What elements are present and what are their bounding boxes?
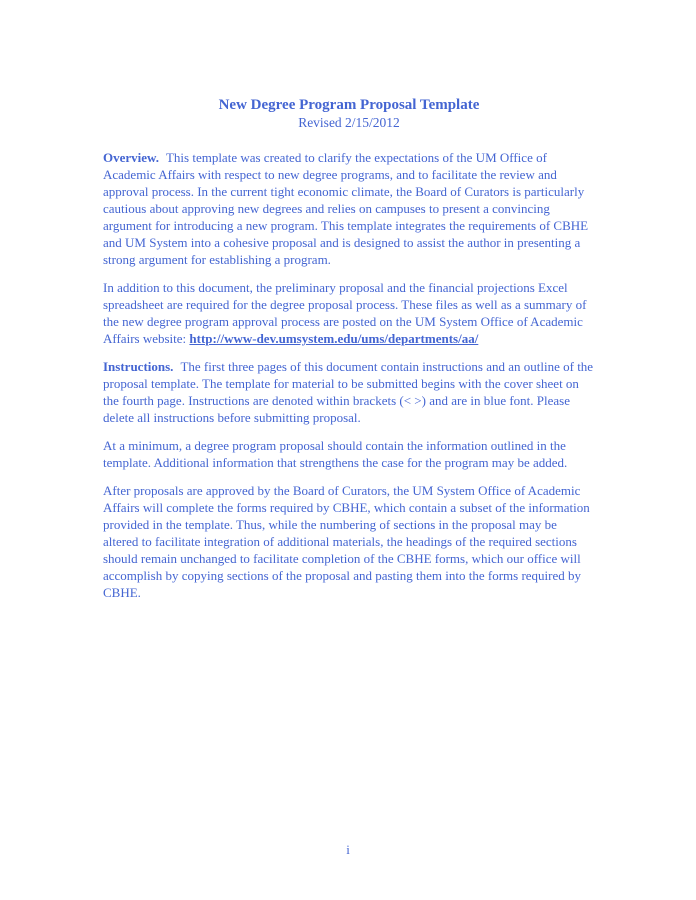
overview-text: This template was created to clarify the expectations of the UM Office of Academic Affairs with respect to new degree programs, and to facilitate the review and approval process. In the current tight economic climate, the Board of Curators is particularly cautious about approving new degrees and relies on campuses to present a convincing argument for introducing a new program. This template integrates the requirements of CBHE and UM System into a cohesive proposal and is designed to assist the author in presenting a strong argument for establishing a program. [103,150,589,267]
page-title: New Degree Program Proposal Template [218,97,480,113]
document-body [103,97,595,601]
overview-lead: Overview. [103,150,159,165]
instructions-text: The first three pages of this document contain instructions and an outline of the proposal template. The template for material to be submitted begins with the cover sheet on the fourth page. Instructions are denoted within brackets (< >) and are in blue font. Please delete all instructions before submitting proposal. [103,359,594,425]
aa-website-link[interactable]: http://www-dev.umsystem.edu/ums/departments/aa/ [189,331,479,346]
page-number-footer: i [346,842,350,857]
revision-date: Revised 2/15/2012 [298,115,400,130]
paragraph-minimum [103,437,595,471]
paragraph-after-approval [103,482,595,601]
additional-files-text: In addition to this document, the preliminary proposal and the financial projections Excel spreadsheet are required for the degree proposal process. These files as well as a summary of the new degree program approval process are posted on the UM System Office of Academic Affairs website: [103,280,587,346]
paragraph-overview [103,149,595,268]
after-approval-text: After proposals are approved by the Board of Curators, the UM System Office of Academic Affairs will complete the forms required by CBHE, which contain a subset of the information provided in the template. Thus, while the numbering of sections in the proposal may be altered to facilitate integration of additional materials, the headings of the required sections should remain unchanged to facilitate completion of the CBHE forms, which our office will accomplish by copying sections of the proposal and pasting them into the forms required by CBHE. [103,483,590,600]
paragraph-instructions [103,358,595,426]
instructions-lead: Instructions. [103,359,174,374]
minimum-text: At a minimum, a degree program proposal should contain the information outlined in the template. Additional information that strengthens the case for the program may be added. [103,438,568,470]
paragraph-additional-files [103,279,595,347]
